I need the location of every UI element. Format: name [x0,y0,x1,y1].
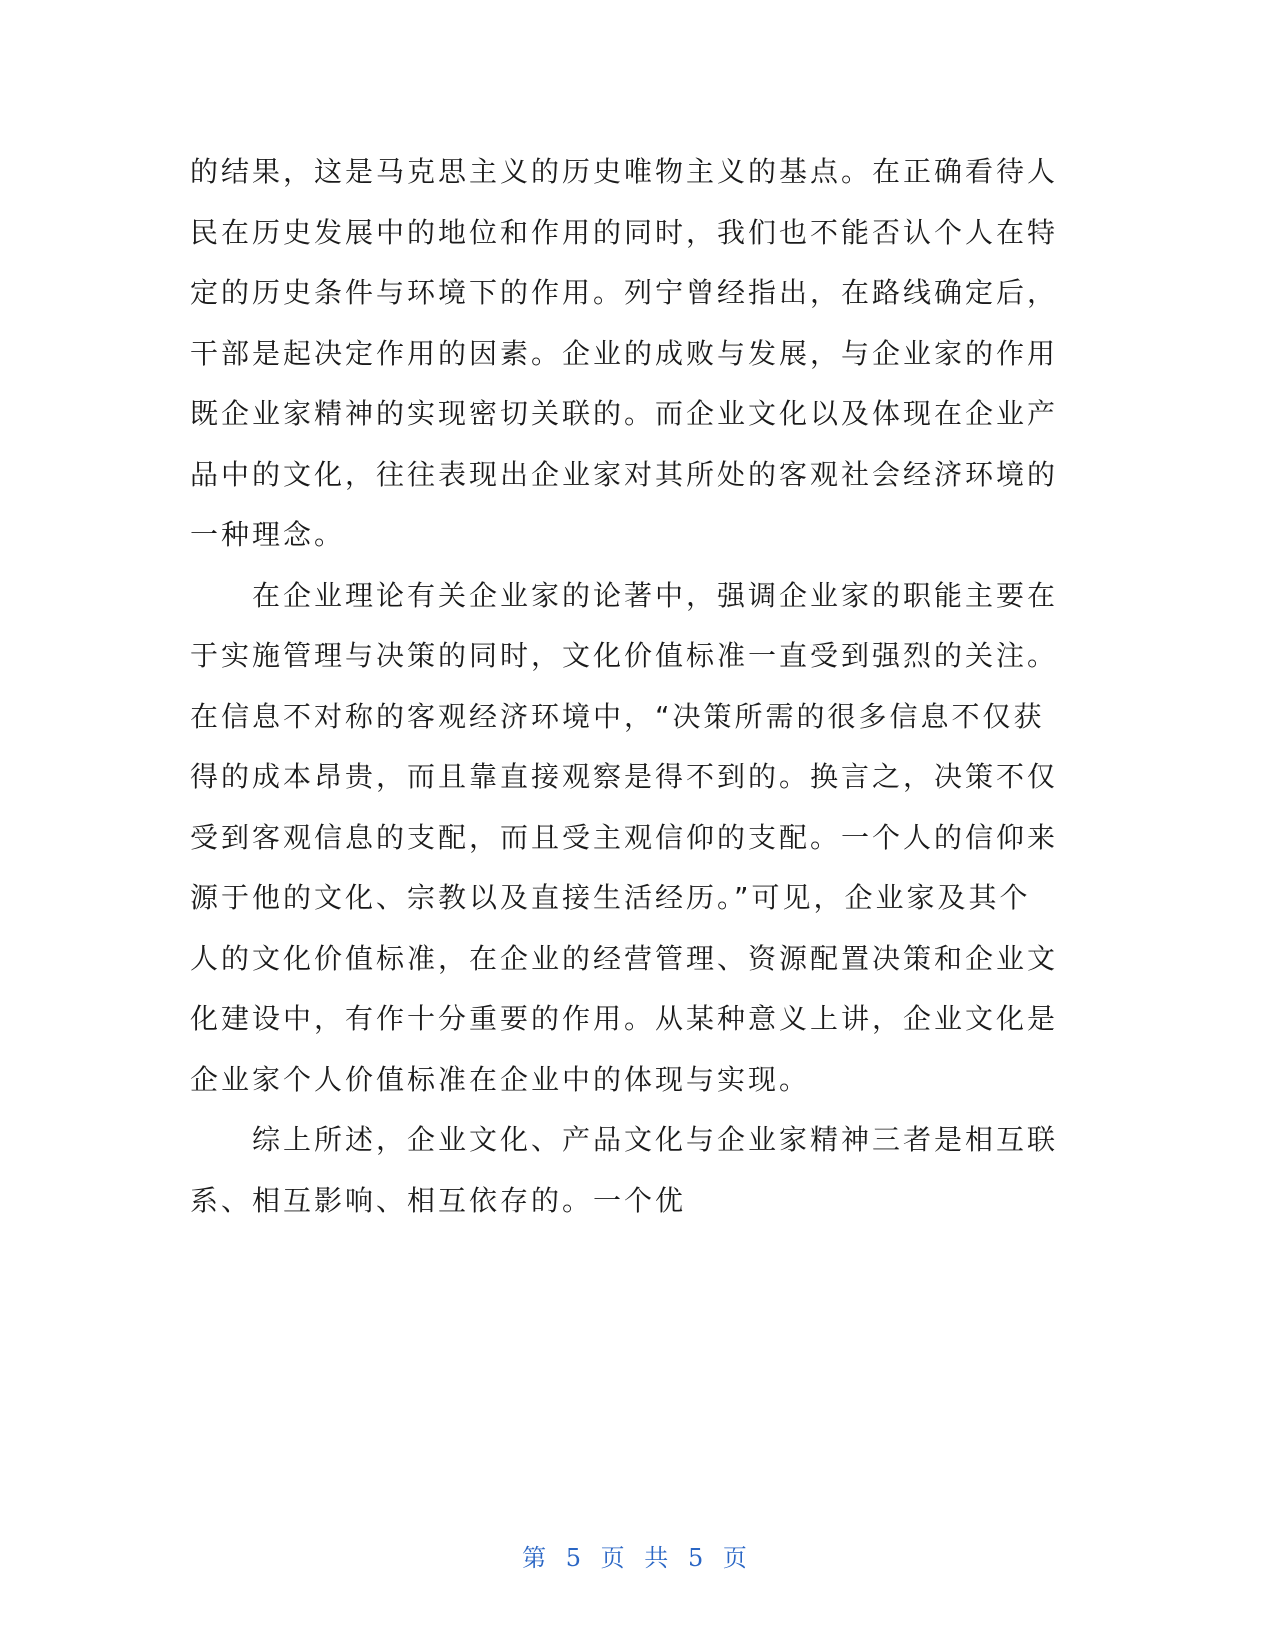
text-line: 于实施管理与决策的同时，文化价值标准一直受到强烈的关注。 [190,639,1059,672]
text-line: 在企业理论有关企业家的论著中，强调企业家的职能主要在 [190,578,1059,612]
text-line: 一种理念。 [190,518,346,551]
text-line: 化建设中，有作十分重要的作用。从某种意义上讲，企业文化是 [190,1002,1059,1035]
text-line: 得的成本昂贵，而且靠直接观察是得不到的。换言之，决策不仅 [190,760,1059,793]
text-line: 既企业家精神的实现密切关联的。而企业文化以及体现在企业产 [190,397,1059,430]
text-line: 在信息不对称的客观经济环境中，“决策所需的很多信息不仅获 [190,699,1045,733]
text-line: 源于他的文化、宗教以及直接生活经历。”可见，企业家及其个 [190,881,1031,914]
text-line: 系、相互影响、相互依存的。一个优 [190,1183,687,1217]
text-line: 人的文化价值标准，在企业的经营管理、资源配置决策和企业文 [190,941,1059,975]
text-line: 的结果，这是马克思主义的历史唯物主义的基点。在正确看待人 [190,155,1059,188]
text-line: 综上所述，企业文化、产品文化与企业家精神三者是相互联 [190,1123,1059,1156]
text-line: 民在历史发展中的地位和作用的同时，我们也不能否认个人在特 [190,215,1059,249]
text-line: 干部是起决定作用的因素。企业的成败与发展，与企业家的作用 [190,336,1059,370]
page-number-footer: 第 5 页 共 5 页 [522,1544,753,1572]
text-line: 定的历史条件与环境下的作用。列宁曾经指出，在路线确定后， [190,276,1059,309]
body-text [190,142,1060,1231]
text-line: 企业家个人价值标准在企业中的体现与实现。 [190,1062,811,1096]
text-line: 品中的文化，往往表现出企业家对其所处的客观社会经济环境的 [190,457,1059,491]
text-line: 受到客观信息的支配，而且受主观信仰的支配。一个人的信仰来 [190,820,1059,854]
